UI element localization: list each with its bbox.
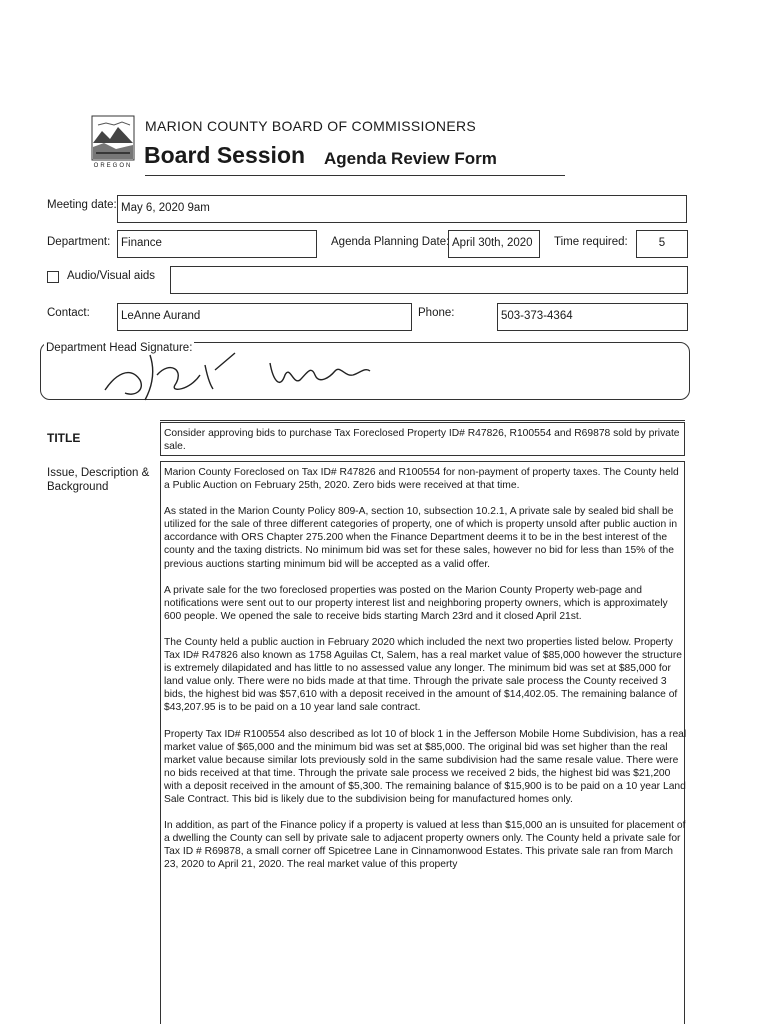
department-field[interactable]: Finance (117, 230, 317, 258)
title-rule (160, 420, 685, 421)
form-subtitle: Agenda Review Form (324, 149, 497, 168)
issue-paragraph: The County held a public auction in February 2020 which included the next two properties listed below. Property Tax ID# R47826 also known as 1758 Aguilas Ct, Salem, has a real market value of $85,000 however the structure is extremely dilapidated and has little to no assessed value any longer. The minimum bid was set at $85,000 for land value only. There were no bids made at that time. Through the private sale process the County received 3 bids, the highest bid was $57,610 with a deposit received in the amount of $14,402.05. The remaining balance of $43,207.95 is to be paid on a 10 year land sale contract. (164, 636, 682, 714)
marion-county-logo (90, 113, 136, 173)
organization-name: MARION COUNTY BOARD OF COMMISSIONERS (145, 118, 477, 134)
signature-label: Department Head Signature: (46, 342, 193, 354)
time-required-label: Time required: (554, 236, 628, 248)
logo-caption: OREGON (93, 163, 133, 169)
issue-section-label: Issue, Description & Background (47, 467, 150, 493)
agenda-planning-label: Agenda Planning Date: (331, 236, 450, 248)
contact-label: Contact: (47, 307, 90, 319)
meeting-date-label: Meeting date: (47, 199, 117, 211)
phone-label: Phone: (418, 307, 455, 319)
time-required-field[interactable]: 5 (636, 230, 688, 258)
issue-paragraph: As stated in the Marion County Policy 809-A, section 10, subsection 10.2.1, A private sale by sealed bid shall be utilized for the sale of three different categories of property, one of which is property unsold after public auction in accordance with ORS Chapter 275.200 when the Finance Department deems it to be in the best interest of the county and the taxing districts. No minimum bid was set for these sales, however no bid for less than 15% of the previous auctions starting minimum bid will be accepted as a valid offer. (164, 506, 678, 570)
issue-description (164, 466, 687, 884)
issue-paragraph: Property Tax ID# R100554 also described as lot 10 of block 1 in the Jefferson Mobile Home Subdivision, has a real market value of $65,000 and the minimum bid was set at $85,000. The original bid was set higher than the real market value because similar lots previously sold in the same subdivision had the same resale value. There were no bids received at that time. Through the private sale process we received 2 bids, the highest bid was $21,200 with a deposit received in the amount of $5,300. The remaining balance of $15,900 is to be paid on a 10 year Land Sale Contract. This bid is likely due to the subdivision being for manufactured homes only. (164, 728, 687, 805)
department-label: Department: (47, 236, 111, 248)
meeting-date-field[interactable]: May 6, 2020 9am (117, 195, 687, 223)
issue-paragraph: In addition, as part of the Finance policy if a property is valued at less than $15,000 an is unsuited for placement of a dwelling the County can sell by private sale to adjacent property owners only. The County held a private sale for Tax ID # R69878, a small corner off Spicetree Lane in Cinnamonwood Estates. This private sale ran from March 23, 2020 to April 21, 2020. The real market value of this property (164, 820, 686, 871)
title-section-label: TITLE (47, 431, 81, 445)
audio-visual-checkbox[interactable] (47, 271, 59, 283)
handwritten-signature (95, 345, 395, 405)
audio-visual-label: Audio/Visual aids (67, 270, 156, 282)
contact-field[interactable]: LeAnne Aurand (117, 303, 412, 331)
phone-field[interactable]: 503-373-4364 (497, 303, 688, 331)
issue-paragraph: A private sale for the two foreclosed properties was posted on the Marion County Property web-page and notifications were sent out to our property interest list and neighboring property owners, which is approximately 600 people. We opened the sale to receive bids starting March 23rd and it closed April 21st. (164, 584, 668, 622)
audio-visual-field[interactable] (170, 266, 688, 294)
title-text: Consider approving bids to purchase Tax Foreclosed Property ID# R47826, R100554 and R69878 sold by private sale. (164, 428, 680, 453)
form-title: Board Session (144, 142, 306, 168)
header-rule (145, 175, 565, 176)
issue-paragraph: Marion County Foreclosed on Tax ID# R47826 and R100554 for non-payment of property taxes. The County held a Public Auction on February 25th, 2020. Zero bids were received at that time. (164, 467, 679, 492)
agenda-planning-date-field[interactable]: April 30th, 2020 (448, 230, 540, 258)
